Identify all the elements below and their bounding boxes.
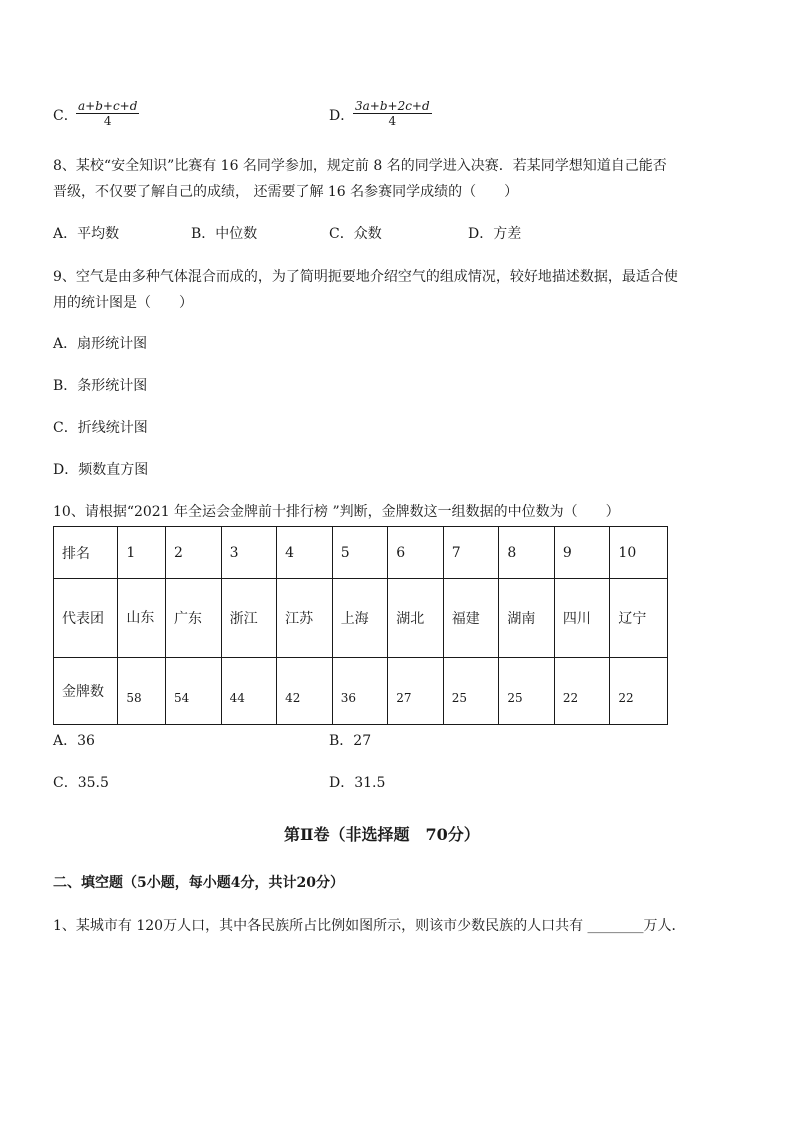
- gold-cell: 22: [554, 658, 610, 725]
- gold-cell: 58: [118, 658, 166, 725]
- rank-cell: 9: [554, 527, 610, 579]
- team-cell: 浙江: [221, 579, 277, 658]
- rank-cell: 5: [332, 527, 388, 579]
- gold-cell: 44: [221, 658, 277, 725]
- q9-option-c: C．折线统计图: [53, 420, 148, 436]
- q9-option-d: D．频数直方图: [53, 462, 149, 478]
- fill-blank-section-heading: 二、填空题（5小题，每小题4分，共计20分）: [53, 875, 344, 891]
- q8-option-d: D．方差: [468, 226, 522, 242]
- team-cell: 福建: [443, 579, 499, 658]
- team-cell: 广东: [166, 579, 222, 658]
- q10-option-b: B．27: [329, 733, 372, 749]
- fill-blank-q1: 1、某城市有 120万人口，其中各民族所占比例如图所示，则该市少数民族的人口共有 ________万人．: [53, 918, 686, 934]
- q8-option-a: A．平均数: [53, 226, 120, 242]
- gold-cell: 36: [332, 658, 388, 725]
- rank-cell: 2: [166, 527, 222, 579]
- q9-option-b: B．条形统计图: [53, 378, 148, 394]
- part2-title: 第Ⅱ卷（非选择题 70分）: [284, 825, 480, 844]
- team-cell: 江苏: [277, 579, 333, 658]
- q9-option-a: A．扇形统计图: [53, 336, 148, 352]
- q8-option-b: B．中位数: [191, 226, 258, 242]
- row-header-team: 代表团: [54, 579, 118, 658]
- table-row-gold: [54, 658, 668, 725]
- q7-option-c-label: C．: [53, 108, 78, 124]
- rank-cell: 1: [118, 527, 166, 579]
- q7-option-d-label: D．: [329, 108, 355, 124]
- gold-cell: 25: [443, 658, 499, 725]
- team-cell: 湖北: [388, 579, 444, 658]
- q9-stem-line2: 用的统计图是（ ）: [53, 295, 193, 311]
- row-header-gold: 金牌数: [54, 658, 118, 725]
- q8-stem-line2: 晋级，不仅要了解自己的成绩， 还需要了解 16 名参赛同学成绩的（ ）: [53, 184, 519, 200]
- gold-cell: 54: [166, 658, 222, 725]
- q9-stem-line1: 9、空气是由多种气体混合而成的，为了简明扼要地介绍空气的组成情况，较好地描述数据，最适合使: [53, 269, 678, 285]
- team-cell: 湖南: [499, 579, 555, 658]
- q8-option-c: C．众数: [329, 226, 382, 242]
- team-cell: 山东: [118, 579, 166, 658]
- gold-cell: 27: [388, 658, 444, 725]
- q7-option-d-fraction: [353, 99, 432, 129]
- table-row-team: [54, 579, 668, 658]
- gold-cell: 25: [499, 658, 555, 725]
- q10-stem: 10、请根据“2021 年全运会金牌前十排行榜 ”判断，金牌数这一组数据的中位数为（ ）: [53, 504, 620, 520]
- rank-cell: 10: [610, 527, 668, 579]
- gold-cell: 42: [277, 658, 333, 725]
- rank-cell: 7: [443, 527, 499, 579]
- team-cell: 辽宁: [610, 579, 668, 658]
- fraction-denominator: 4: [103, 114, 112, 128]
- q10-option-c: C．35.5: [53, 775, 109, 791]
- fraction-denominator: 4: [388, 114, 397, 128]
- fraction-numerator: a+b+c+d: [78, 99, 138, 113]
- q8-stem-line1: 8、某校“安全知识”比赛有 16 名同学参加，规定前 8 名的同学进入决赛．若某同学想知道自己能否: [53, 158, 667, 174]
- q10-option-d: D．31.5: [329, 775, 386, 791]
- row-header-rank: 排名: [54, 527, 118, 579]
- fraction-numerator: 3a+b+2c+d: [355, 99, 430, 113]
- team-cell: 四川: [554, 579, 610, 658]
- q7-option-c-fraction: [76, 99, 139, 129]
- q10-option-a: A．36: [53, 733, 95, 749]
- rank-cell: 4: [277, 527, 333, 579]
- team-cell: 上海: [332, 579, 388, 658]
- gold-cell: 22: [610, 658, 668, 725]
- medal-ranking-table: [53, 526, 668, 725]
- rank-cell: 6: [388, 527, 444, 579]
- rank-cell: 8: [499, 527, 555, 579]
- rank-cell: 3: [221, 527, 277, 579]
- table-row-rank: [54, 527, 668, 579]
